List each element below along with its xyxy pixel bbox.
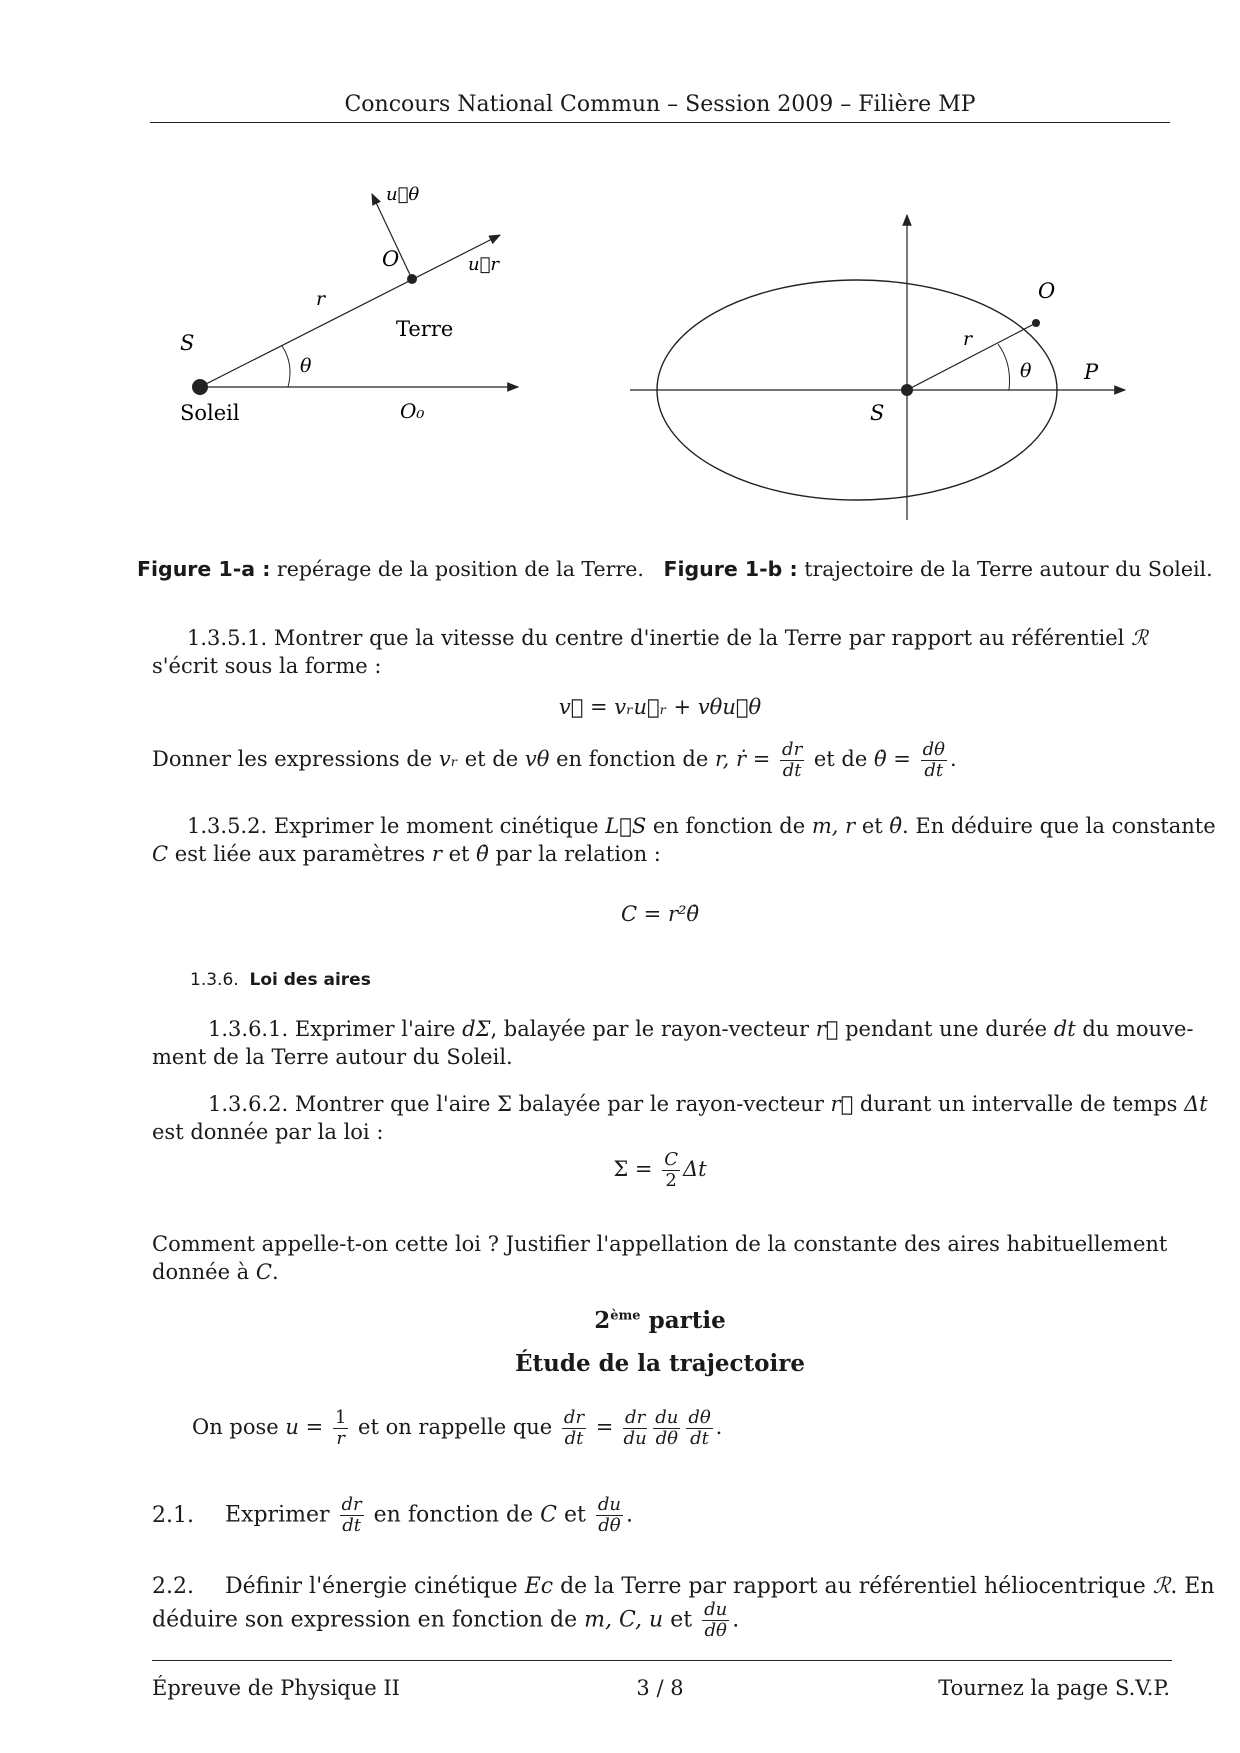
- u-eq: u =: [285, 1415, 324, 1439]
- q1362-rvec: r⃗: [830, 1092, 854, 1116]
- frac2-num: dθ: [922, 739, 945, 760]
- q1361-line1: [208, 1015, 1194, 1043]
- f5-den: dt: [690, 1428, 709, 1449]
- soleil-dot: [192, 379, 208, 395]
- q21-f-den: dt: [342, 1515, 361, 1536]
- earth-dot: [1032, 319, 1040, 327]
- eq-den: 2: [665, 1170, 677, 1191]
- f1-num: 1: [334, 1407, 347, 1428]
- q21-text1: Exprimer: [225, 1502, 330, 1528]
- q21-frac-f: [340, 1495, 364, 1536]
- label-theta-b: θ: [1020, 360, 1032, 382]
- label-r-b: r: [963, 328, 973, 350]
- q22-text2a: déduire son expression en fonction de: [152, 1607, 578, 1633]
- f5: [686, 1408, 712, 1449]
- q21-text3: et: [563, 1502, 586, 1528]
- f4-num: du: [655, 1407, 679, 1428]
- eq-frac: [662, 1150, 680, 1191]
- eq-right: Δt: [682, 1157, 707, 1181]
- q1352-r: r: [431, 842, 442, 866]
- s136-num: 1.3.6.: [190, 970, 239, 990]
- label-soleil: Soleil: [180, 401, 240, 425]
- q22-sym-R: ℛ: [1152, 1574, 1171, 1599]
- q1361-text1a: Exprimer l'aire: [294, 1017, 456, 1041]
- label-O: O: [382, 247, 400, 271]
- q1352-vars: m, r: [811, 814, 856, 838]
- f1: [333, 1408, 348, 1449]
- intro-b: et on rappelle que: [358, 1415, 553, 1439]
- q21-g-den: dθ: [598, 1515, 621, 1536]
- q1351-thetadot: θ̇ =: [873, 747, 911, 771]
- q22-frac: [702, 1600, 729, 1641]
- running-header: Concours National Commun – Session 2009 – Filière MP: [344, 92, 976, 117]
- q1351-vtheta: vθ: [524, 747, 550, 771]
- label-r: r: [316, 288, 326, 310]
- q1352-text1d: . En déduire que la constante: [902, 814, 1216, 838]
- q1352-equation: C = r²θ̇: [620, 902, 700, 926]
- eq-left: Σ =: [613, 1157, 653, 1181]
- q22-f-num: du: [704, 1599, 728, 1620]
- q21: 2.1. Exprimer $\frac{dr}{dt}$ en fonction de C et $\frac{du}{d\theta}$ .: [152, 1494, 633, 1536]
- q1361-line2: ment de la Terre autour du Soleil.: [152, 1045, 513, 1069]
- q1362-line2: est donnée par la loi :: [152, 1120, 384, 1144]
- footer-right: Tournez la page S.V.P.: [938, 1676, 1170, 1700]
- label-theta: θ: [300, 355, 312, 377]
- label-O0: O₀: [400, 399, 425, 423]
- q1362-text4a: donnée à: [152, 1260, 250, 1284]
- part2-title: Étude de la trajectoire: [514, 1350, 806, 1377]
- q1352-text1a: Exprimer le moment cinétique: [273, 814, 599, 838]
- q21-num: 2.1.: [152, 1502, 194, 1528]
- q1362-deltat: Δt: [1184, 1092, 1208, 1116]
- f4: [653, 1408, 680, 1449]
- q1351-frac1: [780, 740, 804, 781]
- radius-line: [200, 235, 500, 387]
- frac1-den: dt: [782, 760, 802, 781]
- q1351-text3c: en fonction de: [556, 747, 709, 771]
- q1351-sym-R: ℛ: [1131, 626, 1148, 650]
- q22-text1a: Définir l'énergie cinétique: [225, 1574, 518, 1599]
- q22-text2b: et: [670, 1607, 693, 1633]
- q1361-text1b: , balayée par le rayon-vecteur: [490, 1017, 810, 1041]
- f3: [623, 1408, 647, 1449]
- q22-text1b: de la Terre par rapport au référentiel héliocentrique: [560, 1574, 1146, 1599]
- q1352-thetadot2: θ̇: [476, 842, 489, 866]
- theta-arc-b: [998, 344, 1010, 390]
- q1362-C: C: [255, 1260, 272, 1284]
- part2-word: partie: [648, 1307, 726, 1334]
- q22-line1: [152, 1573, 1215, 1601]
- footer-left: Épreuve de Physique II: [152, 1676, 400, 1700]
- q21-C: C: [540, 1502, 557, 1528]
- q21-f-num: dr: [341, 1494, 362, 1515]
- q1362-text1a: Montrer que l'aire Σ balayée par le rayon-vecteur: [294, 1092, 824, 1116]
- f2: [562, 1408, 586, 1449]
- q1352-text1b: en fonction de: [652, 814, 806, 838]
- f2-den: dt: [564, 1428, 584, 1449]
- q1362-line1: [208, 1090, 1208, 1118]
- f3-num: dr: [625, 1407, 646, 1428]
- q1351-text3b: et de: [464, 747, 519, 771]
- q1361-text1d: du mouve-: [1082, 1017, 1194, 1041]
- q1351-line3: Donner les expressions de vᵣ et de vθ en fonction de r, ṙ = $\frac{dr}{dt}$ et de θ̇ = $\frac{d\theta}{dt}$ .: [152, 739, 957, 781]
- q22-num: 2.2.: [152, 1574, 194, 1599]
- q1352-text2f: par la relation :: [495, 842, 661, 866]
- label-terre: Terre: [396, 317, 454, 341]
- terre-dot: [407, 274, 417, 284]
- q22-ec: Ec: [524, 1574, 554, 1599]
- q1352-line2: [152, 840, 661, 868]
- label-S-b: S: [870, 401, 885, 425]
- q1351-line2: s'écrit sous la forme :: [152, 654, 382, 678]
- q1351-text1: Montrer que la vitesse du centre d'inertie de la Terre par rapport au référentiel: [273, 626, 1125, 650]
- part2-intro: On pose u = $\frac{1}{r}$ et on rappelle que $\frac{dr}{dt}$ = $\frac{dr}{du}$ $\frac{du}{d\theta}$ $\frac{d\theta}{dt}$ .: [192, 1407, 723, 1449]
- q1361-num: 1.3.6.1.: [208, 1017, 289, 1041]
- caption-b-label: Figure 1-b :: [663, 557, 798, 581]
- q1361-rvec: r⃗: [815, 1017, 839, 1041]
- q1351-text3d: et de: [813, 747, 868, 771]
- intro-a: On pose: [192, 1415, 279, 1439]
- label-S: S: [180, 331, 195, 355]
- q1361-dsigma: dΣ: [462, 1017, 491, 1041]
- q1352-ls: L⃗S: [605, 814, 647, 838]
- q21-g-num: du: [597, 1494, 621, 1515]
- caption-b-text: trajectoire de la Terre autour du Soleil.: [804, 557, 1213, 581]
- q1362-text4c: .: [271, 1260, 279, 1284]
- q1352-text2d: et: [448, 842, 470, 866]
- footer-center: 3 / 8: [636, 1676, 684, 1700]
- q1362-text1b: durant un intervalle de temps: [859, 1092, 1178, 1116]
- s136-title: Loi des aires: [249, 970, 371, 990]
- f2-num: dr: [563, 1407, 585, 1428]
- q1352-num: 1.3.5.2.: [187, 814, 268, 838]
- q1362-line3: Comment appelle-t-on cette loi ? Justifier l'appellation de la constante des aires habituellement: [152, 1232, 1168, 1256]
- eq-sign: =: [595, 1415, 614, 1439]
- caption-a-text: repérage de la position de la Terre.: [276, 557, 644, 581]
- frac2-den: dt: [924, 760, 944, 781]
- q1352-line1: [187, 812, 1216, 840]
- part2-num: 2: [594, 1307, 611, 1334]
- q1351-text3a: Donner les expressions de: [152, 747, 433, 771]
- q1351-num: 1.3.5.1.: [187, 626, 268, 650]
- q1352-C: C: [152, 842, 169, 866]
- q1362-num: 1.3.6.2.: [208, 1092, 289, 1116]
- q21-frac-g: [596, 1495, 623, 1536]
- figure-1b: [620, 205, 1140, 530]
- section-136: [190, 970, 371, 990]
- q1351-r-rdot: r, ṙ =: [714, 747, 771, 771]
- q1361-dt: dt: [1053, 1017, 1076, 1041]
- eq-num: C: [664, 1149, 678, 1170]
- part2-sup: ème: [610, 1308, 641, 1324]
- sun-dot: [901, 384, 913, 396]
- q22-f-den: dθ: [704, 1620, 727, 1641]
- q21-text2: en fonction de: [373, 1502, 534, 1528]
- q1361-text1c: pendant une durée: [845, 1017, 1048, 1041]
- q1352-text1c: et: [861, 814, 883, 838]
- part2-heading: [150, 1307, 1170, 1334]
- q22-text1c: . En: [1170, 1574, 1215, 1599]
- q1351-vr: vᵣ: [438, 747, 459, 771]
- f3-den: du: [623, 1428, 647, 1449]
- f4-den: dθ: [655, 1428, 678, 1449]
- q1352-text2b: est liée aux paramètres: [174, 842, 426, 866]
- frac1-num: dr: [782, 739, 803, 760]
- q22-line2: déduire son expression en fonction de m, C, u et $\frac{du}{d\theta}$ .: [152, 1599, 740, 1641]
- figure-caption: [137, 555, 1213, 583]
- label-u-theta: u⃗θ: [386, 184, 420, 205]
- q1362-line4: [152, 1258, 279, 1286]
- caption-a-label: Figure 1-a :: [137, 557, 271, 581]
- f1-den: r: [336, 1428, 345, 1449]
- q1351-line1: [187, 624, 1172, 652]
- q1351-frac2: [921, 740, 947, 781]
- figure-1a: [150, 180, 540, 440]
- q22-vars: m, C, u: [584, 1607, 664, 1633]
- q1352-thetadot: θ̇: [889, 814, 903, 838]
- label-u-r: u⃗r: [468, 254, 499, 275]
- q1362-equation: [150, 1150, 1170, 1191]
- q1351-equation: v⃗ = vᵣu⃗ᵣ + vθu⃗θ: [558, 695, 762, 719]
- theta-arc: [282, 346, 290, 387]
- f5-num: dθ: [688, 1407, 711, 1428]
- label-P: P: [1084, 360, 1099, 384]
- label-O-b: O: [1038, 279, 1056, 303]
- header-rule: [150, 122, 1170, 123]
- footer-rule: [152, 1660, 1172, 1661]
